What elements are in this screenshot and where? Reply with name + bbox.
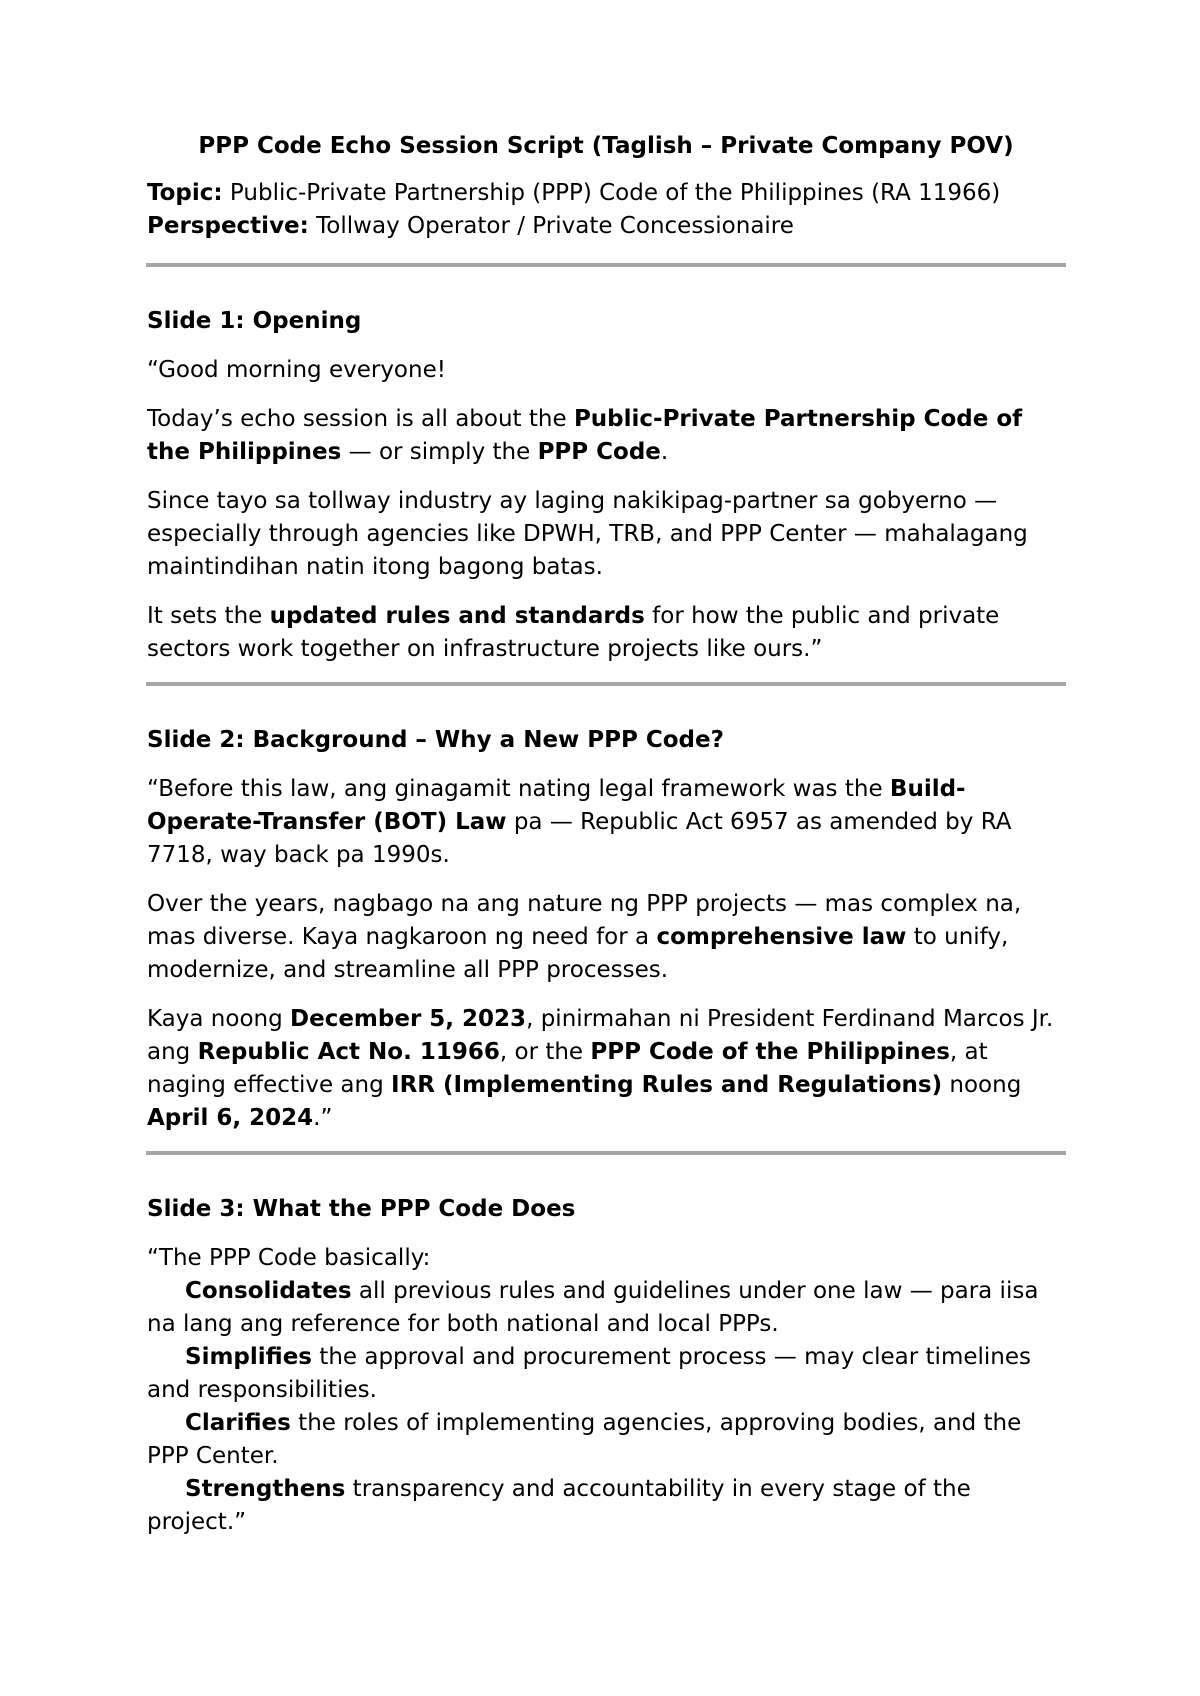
section-divider: [146, 1151, 1066, 1155]
slide-3-intro: “The PPP Code basically:: [147, 1245, 431, 1271]
list-indent: [147, 1410, 185, 1436]
section-divider: [146, 682, 1066, 686]
list-item-bold: Clarifies: [185, 1410, 291, 1436]
slide-2-section: [147, 724, 1065, 1135]
topic-line: [147, 177, 1065, 210]
text-run: , or the: [499, 1039, 591, 1065]
list-item-text: transparency and accountability in every stage of the project.”: [147, 1476, 971, 1535]
slide-2-heading: Slide 2: Background – Why a New PPP Code?: [147, 727, 724, 753]
slide-2-paragraph: [147, 773, 1065, 872]
list-item-text: the approval and procurement process — may clear timelines and responsibilities.: [147, 1344, 1031, 1403]
text-run: — or simply the: [341, 439, 538, 465]
perspective-line: [147, 210, 1065, 243]
bold-run: PPP Code of the Philippines: [590, 1039, 950, 1065]
list-item-bold: Simplifies: [185, 1344, 312, 1370]
slide-1-section: [147, 305, 1065, 666]
slide-1-paragraph: [147, 403, 1065, 469]
text-run: for how the public and private sectors work together on infrastructure projects like ours.”: [147, 603, 1000, 662]
list-indent: [147, 1476, 185, 1502]
perspective-label: Perspective:: [147, 213, 309, 239]
text-run: It sets the: [147, 603, 270, 629]
bold-run: April 6, 2024: [147, 1105, 314, 1131]
slide-1-paragraph: [147, 600, 1065, 666]
bold-run: comprehensive law: [656, 924, 907, 950]
list-indent: [147, 1344, 185, 1370]
text-run: .: [660, 439, 669, 465]
bold-run: Public-Private Partnership Code of the Philippines: [147, 406, 1023, 465]
slide-2-paragraph: [147, 1003, 1065, 1135]
bold-run: updated rules and standards: [269, 603, 645, 629]
text-run: to unify, modernize, and streamline all PPP processes.: [147, 924, 1009, 983]
document-meta: [147, 177, 1065, 243]
list-item: [147, 1275, 1065, 1341]
text-run: Kaya noong: [147, 1006, 290, 1032]
text-run: .”: [313, 1105, 333, 1131]
slide-3-body: [147, 1242, 1065, 1539]
list-item: [147, 1407, 1065, 1473]
slide-1-paragraph: Since tayo sa tollway industry ay laging nakikipag-partner sa gobyerno — especially through agencies like DPWH, TRB, and PPP Center — mahalagang maintindihan natin itong bagong batas.: [147, 488, 1028, 580]
slide-1-heading: Slide 1: Opening: [147, 308, 362, 334]
text-run: noong: [942, 1072, 1022, 1098]
document-title: PPP Code Echo Session Script (Taglish – Private Company POV): [198, 133, 1014, 159]
list-item-bold: Consolidates: [185, 1278, 352, 1304]
slide-3-section: [147, 1193, 1065, 1539]
text-run: , pinirmahan ni President Ferdinand Marcos Jr. ang: [147, 1006, 1054, 1065]
bold-run: Republic Act No. 11966: [197, 1039, 500, 1065]
list-item-text: all previous rules and guidelines under one law — para iisa na lang ang reference for both national and local PPPs.: [147, 1278, 1039, 1337]
slide-3-heading: Slide 3: What the PPP Code Does: [147, 1196, 576, 1222]
bold-run: December 5, 2023: [290, 1006, 527, 1032]
document-page: [147, 130, 1065, 1539]
slide-2-paragraph: [147, 888, 1065, 987]
section-divider: [146, 263, 1066, 267]
text-run: Today’s echo session is all about the: [147, 406, 574, 432]
slide-1-paragraph: “Good morning everyone!: [147, 357, 446, 383]
text-run: , at naging effective ang: [147, 1039, 988, 1098]
list-item-text: the roles of implementing agencies, approving bodies, and the PPP Center.: [147, 1410, 1022, 1469]
list-item: [147, 1473, 1065, 1539]
text-run: “Before this law, ang ginagamit nating legal framework was the: [147, 776, 890, 802]
topic-text: Public-Private Partnership (PPP) Code of the Philippines (RA 11966): [222, 180, 1001, 206]
text-run: pa — Republic Act 6957 as amended by RA 7718, way back pa 1990s.: [147, 809, 1012, 868]
perspective-text: Tollway Operator / Private Concessionaire: [308, 213, 794, 239]
list-indent: [147, 1278, 185, 1304]
list-item-bold: Strengthens: [185, 1476, 346, 1502]
bold-run: IRR (Implementing Rules and Regulations): [391, 1072, 943, 1098]
bold-run: PPP Code: [537, 439, 661, 465]
topic-label: Topic:: [147, 180, 223, 206]
list-item: [147, 1341, 1065, 1407]
bold-run: Build-Operate-Transfer (BOT) Law: [147, 776, 966, 835]
text-run: Over the years, nagbago na ang nature ng PPP projects — mas complex na, mas diverse. Kaya nagkaroon ng need for a: [147, 891, 1022, 950]
